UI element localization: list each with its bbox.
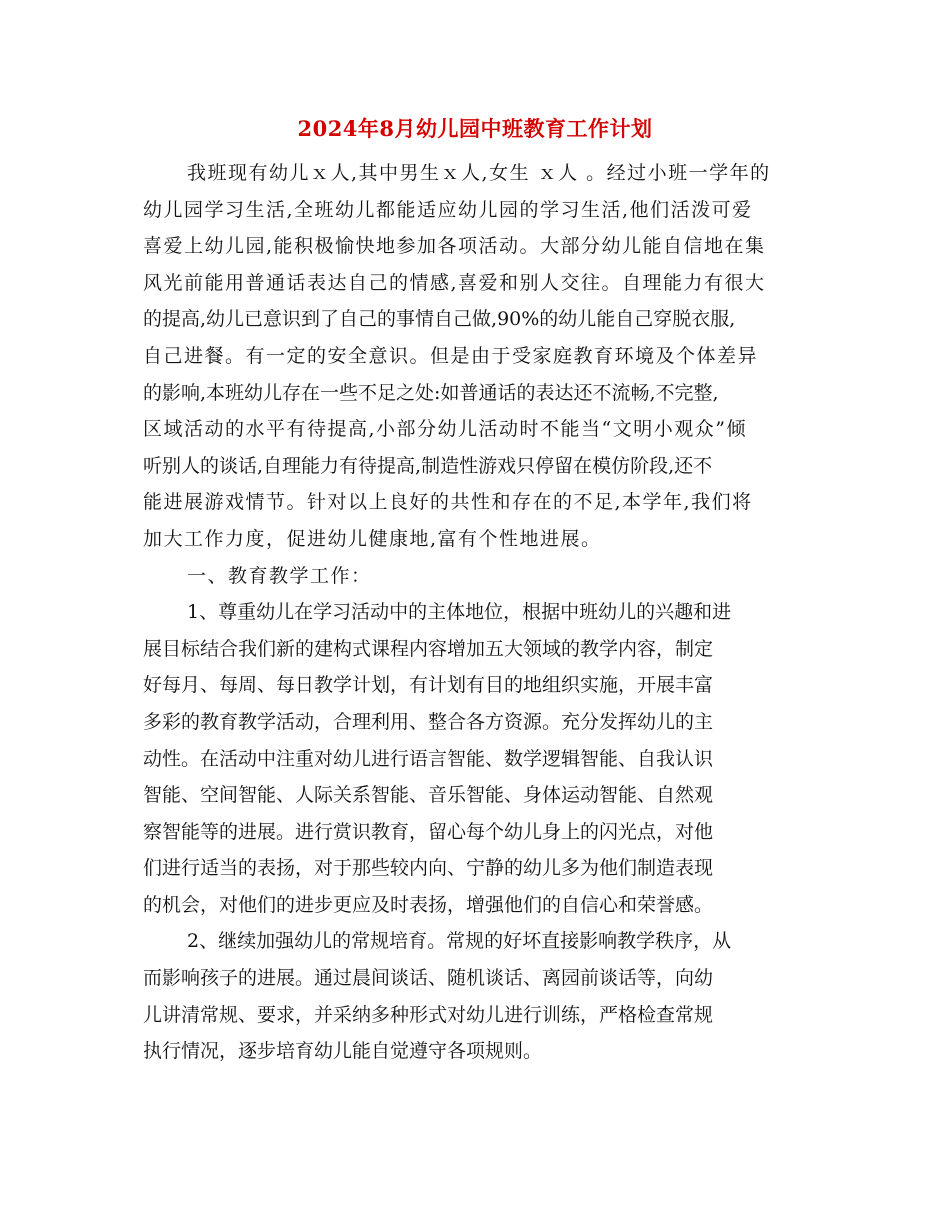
paragraph-line: 执行情况，逐步培育幼儿能自觉遵守各项规则。: [143, 1040, 543, 1063]
paragraph-line: 我班现有幼儿ｘ人,其中男生ｘ人,女生 ｘ人 。经过小班一学年的: [187, 162, 771, 184]
paragraph-line: 好每月、每周、每日教学计划，有计划有目的地组织实施，开展丰富: [143, 674, 714, 697]
paragraph-line: 而影响孩子的进展。通过晨间谈话、随机谈话、离园前谈话等，向幼: [143, 967, 714, 990]
paragraph-line: 听别人的谈话,自理能力有待提高,制造性游戏只停留在模仿阶段,还不: [143, 454, 713, 477]
paragraph-line: 的机会，对他们的进步更应及时表扬，增强他们的自信心和荣誉感。: [143, 893, 714, 916]
paragraph-line: 风光前能用普通话表达自己的情感,喜爱和别人交往。自理能力有很大: [143, 271, 766, 294]
paragraph-line: 自己进餐。有一定的安全意识。但是由于受家庭教育环境及个体差异: [143, 344, 759, 367]
paragraph-line: 加大工作力度，促进幼儿健康地,富有个性地进展。: [143, 527, 602, 550]
paragraph-line: 幼儿园学习生活,全班幼儿都能适应幼儿园的学习生活,他们活泼可爱: [143, 198, 753, 221]
paragraph-line: 智能、空间智能、人际关系智能、音乐智能、身体运动智能、自然观: [143, 784, 714, 807]
paragraph-line: 的提高,幼儿已意识到了自己的事情自己做,90%的幼儿能自己穿脱衣服,: [143, 308, 736, 331]
paragraph-line: 2、继续加强幼儿的常规培育。常规的好坏直接影响教学秩序，从: [187, 930, 732, 953]
section-heading: 一、教育教学工作：: [187, 564, 372, 587]
paragraph-line: 动性。在活动中注重对幼儿进行语言智能、数学逻辑智能、自我认识: [143, 747, 714, 770]
paragraph-line: 多彩的教育教学活动，合理利用、整合各方资源。充分发挥幼儿的主: [143, 710, 714, 733]
document-title: 2024年8月幼儿园中班教育工作计划: [297, 116, 653, 141]
paragraph-line: 1、尊重幼儿在学习活动中的主体地位，根据中班幼儿的兴趣和进: [187, 601, 732, 624]
paragraph-line: 展目标结合我们新的建构式课程内容增加五大领域的教学内容，制定: [143, 637, 714, 660]
paragraph-line: 喜爱上幼儿园,能积极愉快地参加各项活动。大部分幼儿能自信地在集: [143, 235, 766, 258]
paragraph-line: 察智能等的进展。进行赏识教育，留心每个幼儿身上的闪光点，对他: [143, 820, 714, 843]
paragraph-line: 的影响,本班幼儿存在一些不足之处:如普通话的表达还不流畅,不完整,: [143, 381, 719, 404]
document-body: [143, 155, 813, 1070]
paragraph-line: 们进行适当的表扬，对于那些较内向、宁静的幼儿多为他们制造表现: [143, 857, 714, 880]
paragraph-line: 区域活动的水平有待提高,小部分幼儿活动时不能当“文明小观众”倾: [143, 418, 747, 441]
paragraph-line: 儿讲清常规、要求，并采纳多种形式对幼儿进行训练，严格检查常规: [143, 1003, 714, 1026]
paragraph-line: 能进展游戏情节。针对以上良好的共性和存在的不足,本学年,我们将: [143, 491, 753, 514]
